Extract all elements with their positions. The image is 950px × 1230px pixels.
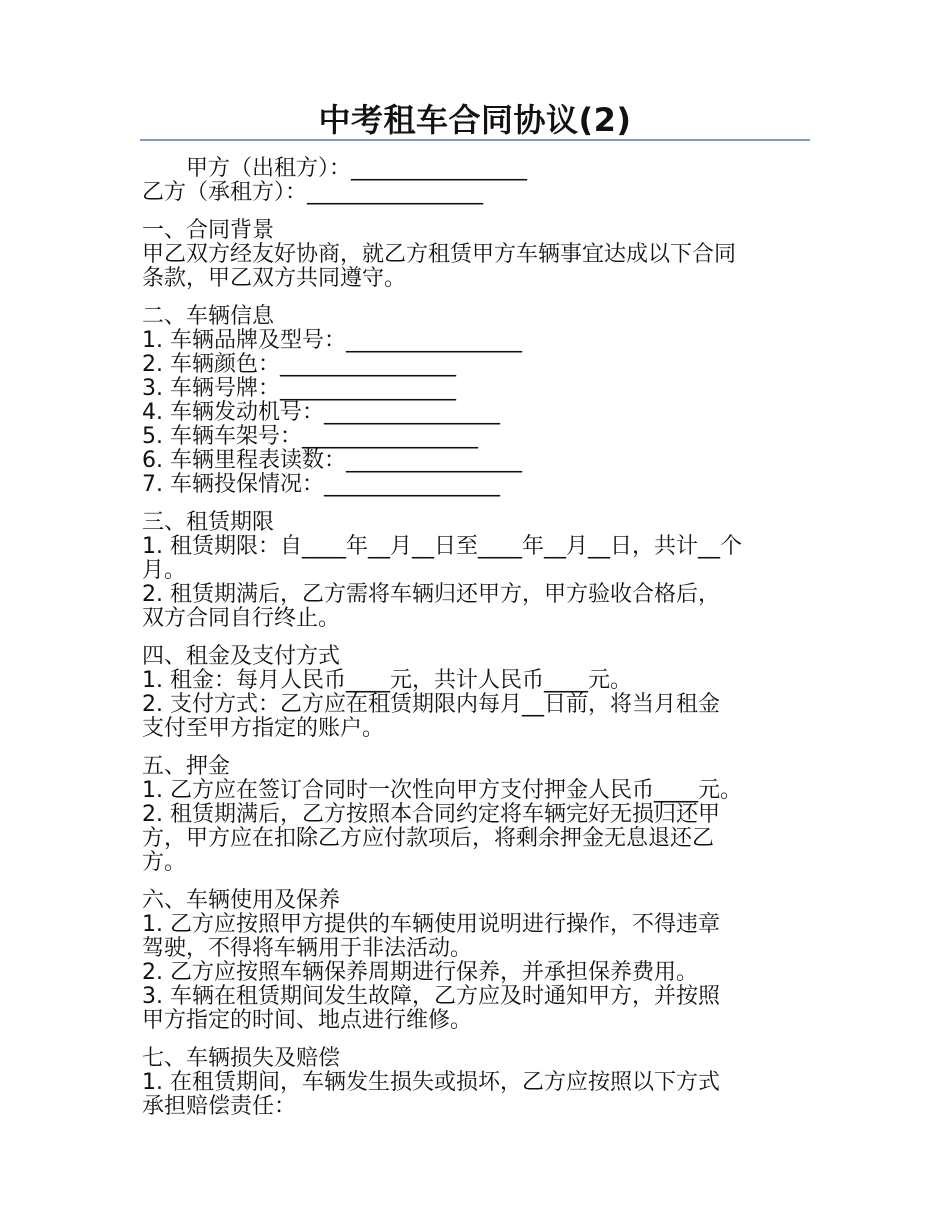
section-line: 2. 支付方式：乙方应在租赁期限内每月__日前，将当月租金 [142, 692, 720, 717]
document-title: 中考租车合同协议(2) [318, 101, 632, 139]
section-line: 1. 乙方应在签订合同时一次性向甲方支付押金人民币____元。 [142, 778, 742, 803]
party-lessee: 乙方（承租方）：________________ [142, 180, 484, 205]
section-line: 1. 租赁期限：自____年__月__日至____年__月__日，共计__个 [142, 534, 742, 559]
title-underline [140, 139, 810, 141]
section-line: 双方合同自行终止。 [142, 606, 341, 631]
section-line: 方。 [142, 850, 187, 875]
section-line: 1. 在租赁期间，车辆发生损失或损坏，乙方应按照以下方式 [142, 1070, 720, 1095]
section-line: 2. 车辆颜色：________________ [142, 352, 456, 377]
section-heading: 二、车辆信息 [142, 304, 275, 329]
section-line: 支付至甲方指定的账户。 [142, 716, 385, 741]
section-line: 月。 [142, 558, 187, 583]
section-line: 方，甲方应在扣除乙方应付款项后，将剩余押金无息退还乙 [142, 826, 715, 851]
section-line: 4. 车辆发动机号：________________ [142, 400, 500, 425]
section-line: 驾驶，不得将车辆用于非法活动。 [142, 936, 473, 961]
document-body [142, 157, 812, 1119]
section-heading: 一、合同背景 [142, 218, 275, 243]
section-line: 条款，甲乙双方共同遵守。 [142, 266, 407, 291]
section-line: 2. 租赁期满后，乙方需将车辆归还甲方，甲方验收合格后， [142, 582, 720, 607]
section-heading: 六、车辆使用及保养 [142, 888, 341, 913]
section-line: 2. 租赁期满后，乙方按照本合同约定将车辆完好无损归还甲 [142, 802, 720, 827]
section-line: 6. 车辆里程表读数：________________ [142, 448, 522, 473]
section-line: 甲乙双方经友好协商，就乙方租赁甲方车辆事宜达成以下合同 [142, 242, 737, 267]
party-lessor: 甲方（出租方）：________________ [186, 156, 528, 181]
section-line: 1. 租金：每月人民币____元，共计人民币____元。 [142, 668, 632, 693]
section-line: 2. 乙方应按照车辆保养周期进行保养，并承担保养费用。 [142, 960, 698, 985]
section-heading: 三、租赁期限 [142, 510, 275, 535]
section-line: 3. 车辆号牌：________________ [142, 376, 456, 401]
section-line: 3. 车辆在租赁期间发生故障，乙方应及时通知甲方，并按照 [142, 984, 720, 1009]
section-line: 甲方指定的时间、地点进行维修。 [142, 1008, 473, 1033]
section-line: 5. 车辆车架号：________________ [142, 424, 478, 449]
section-line: 7. 车辆投保情况：________________ [142, 472, 500, 497]
section-line: 承担赔偿责任： [142, 1094, 297, 1119]
section-line: 1. 车辆品牌及型号：________________ [142, 328, 522, 353]
section-heading: 五、押金 [142, 754, 231, 779]
section-line: 1. 乙方应按照甲方提供的车辆使用说明进行操作，不得违章 [142, 912, 720, 937]
section-heading: 四、租金及支付方式 [142, 644, 341, 669]
section-heading: 七、车辆损失及赔偿 [142, 1046, 341, 1071]
